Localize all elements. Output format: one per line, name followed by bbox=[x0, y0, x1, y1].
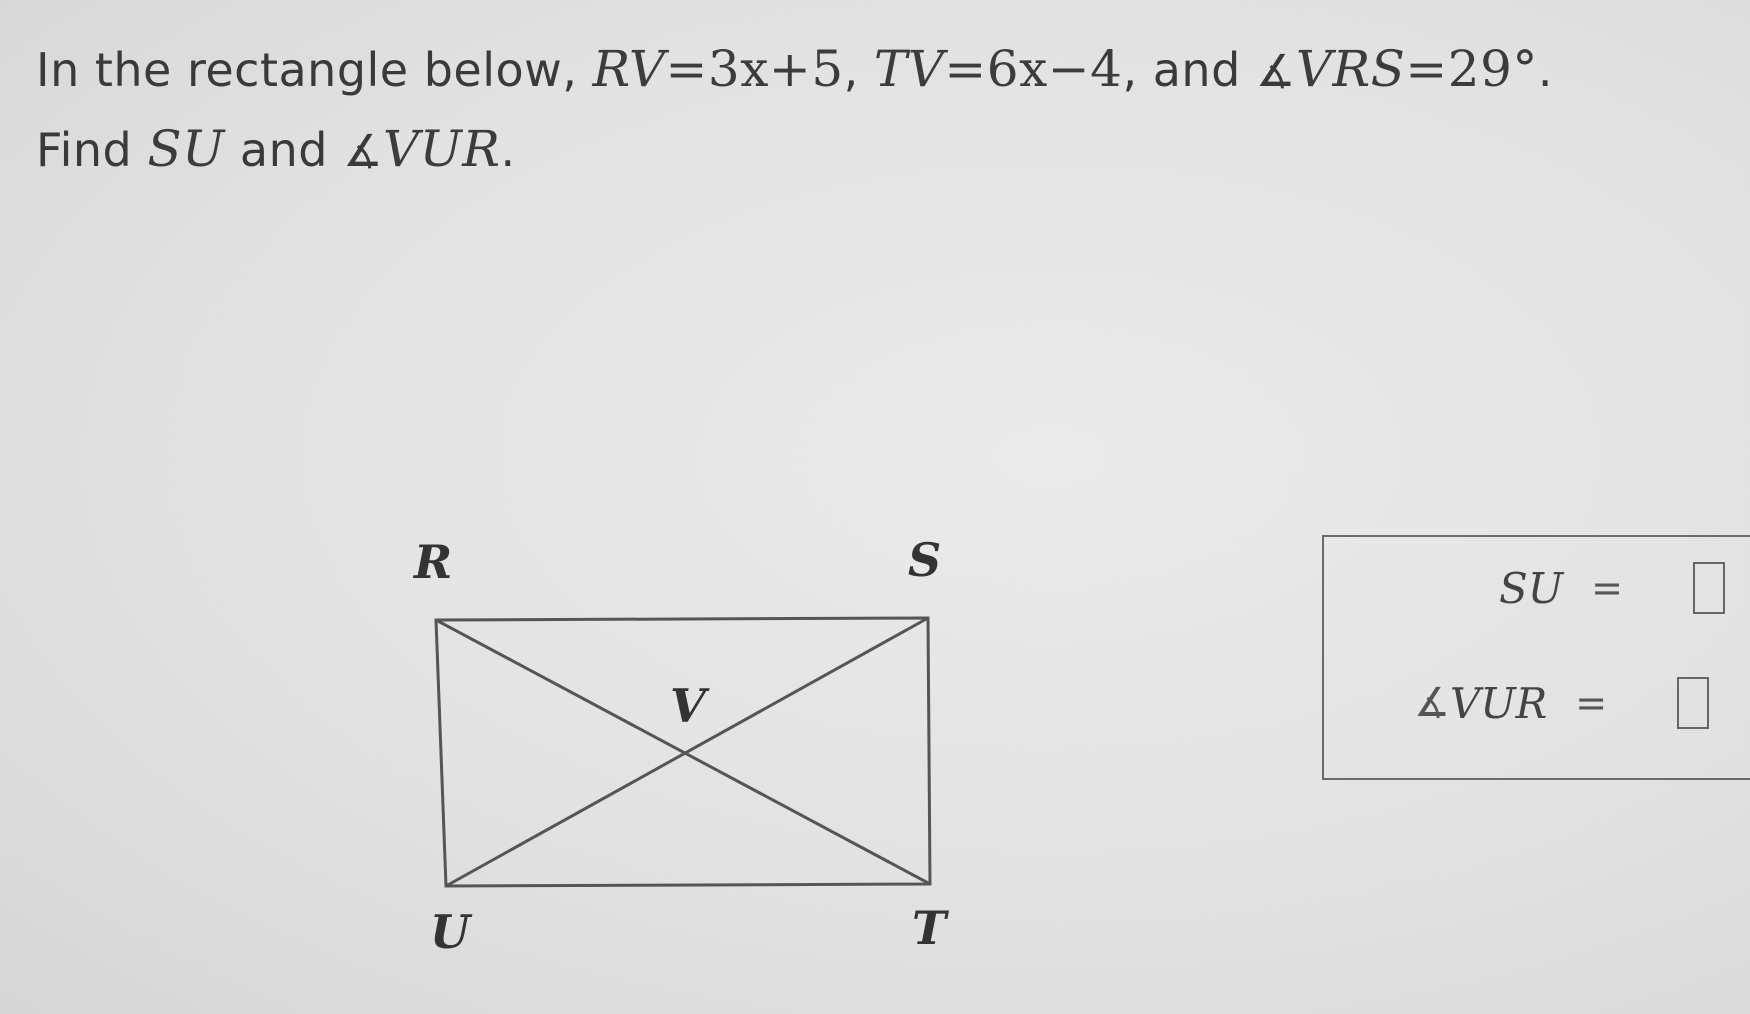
tv-equals: = bbox=[944, 40, 987, 98]
vertex-label-r: R bbox=[414, 535, 453, 589]
vertex-label-v: V bbox=[670, 679, 706, 733]
angle-value: 29° bbox=[1447, 40, 1538, 98]
vertex-label-u: U bbox=[430, 905, 471, 959]
question-line-2 bbox=[36, 120, 516, 178]
rectangle-diagram bbox=[400, 533, 980, 960]
angle-icon: ∡ bbox=[1414, 680, 1450, 726]
vertex-label-t: T bbox=[912, 901, 947, 955]
angle-vrs: VRS bbox=[1295, 40, 1406, 98]
and-word: , and bbox=[1122, 43, 1241, 97]
question-prefix: In the rectangle below, bbox=[36, 43, 578, 97]
rv-expression: 3x+5 bbox=[707, 40, 844, 98]
su-label: SU bbox=[1499, 563, 1564, 613]
su-answer-input[interactable] bbox=[1693, 562, 1725, 614]
vertex-label-s: S bbox=[908, 533, 942, 587]
vur-equals: = bbox=[1575, 681, 1608, 725]
sentence-end: . bbox=[1537, 43, 1554, 97]
tv-expression: 6x−4 bbox=[986, 40, 1123, 98]
segment-tv: TV bbox=[873, 40, 945, 98]
segment-su: SU bbox=[147, 120, 225, 178]
su-equals: = bbox=[1591, 566, 1624, 610]
angle-vur: VUR bbox=[383, 120, 501, 178]
angle-icon: ∡ bbox=[1255, 46, 1296, 97]
question-line-1 bbox=[36, 40, 1553, 98]
vur-answer-row bbox=[1414, 677, 1709, 729]
answer-panel bbox=[1322, 535, 1750, 780]
su-answer-row bbox=[1499, 562, 1725, 614]
separator-comma: , bbox=[843, 43, 859, 97]
sentence-end-2: . bbox=[500, 123, 516, 177]
rv-equals: = bbox=[665, 40, 708, 98]
angle-equals: = bbox=[1405, 40, 1448, 98]
segment-rv: RV bbox=[592, 40, 666, 98]
find-word: Find bbox=[36, 123, 133, 177]
vur-label: VUR bbox=[1449, 678, 1548, 728]
and-word-2: and bbox=[239, 123, 328, 177]
angle-icon: ∡ bbox=[343, 126, 384, 177]
vur-answer-input[interactable] bbox=[1677, 677, 1709, 729]
